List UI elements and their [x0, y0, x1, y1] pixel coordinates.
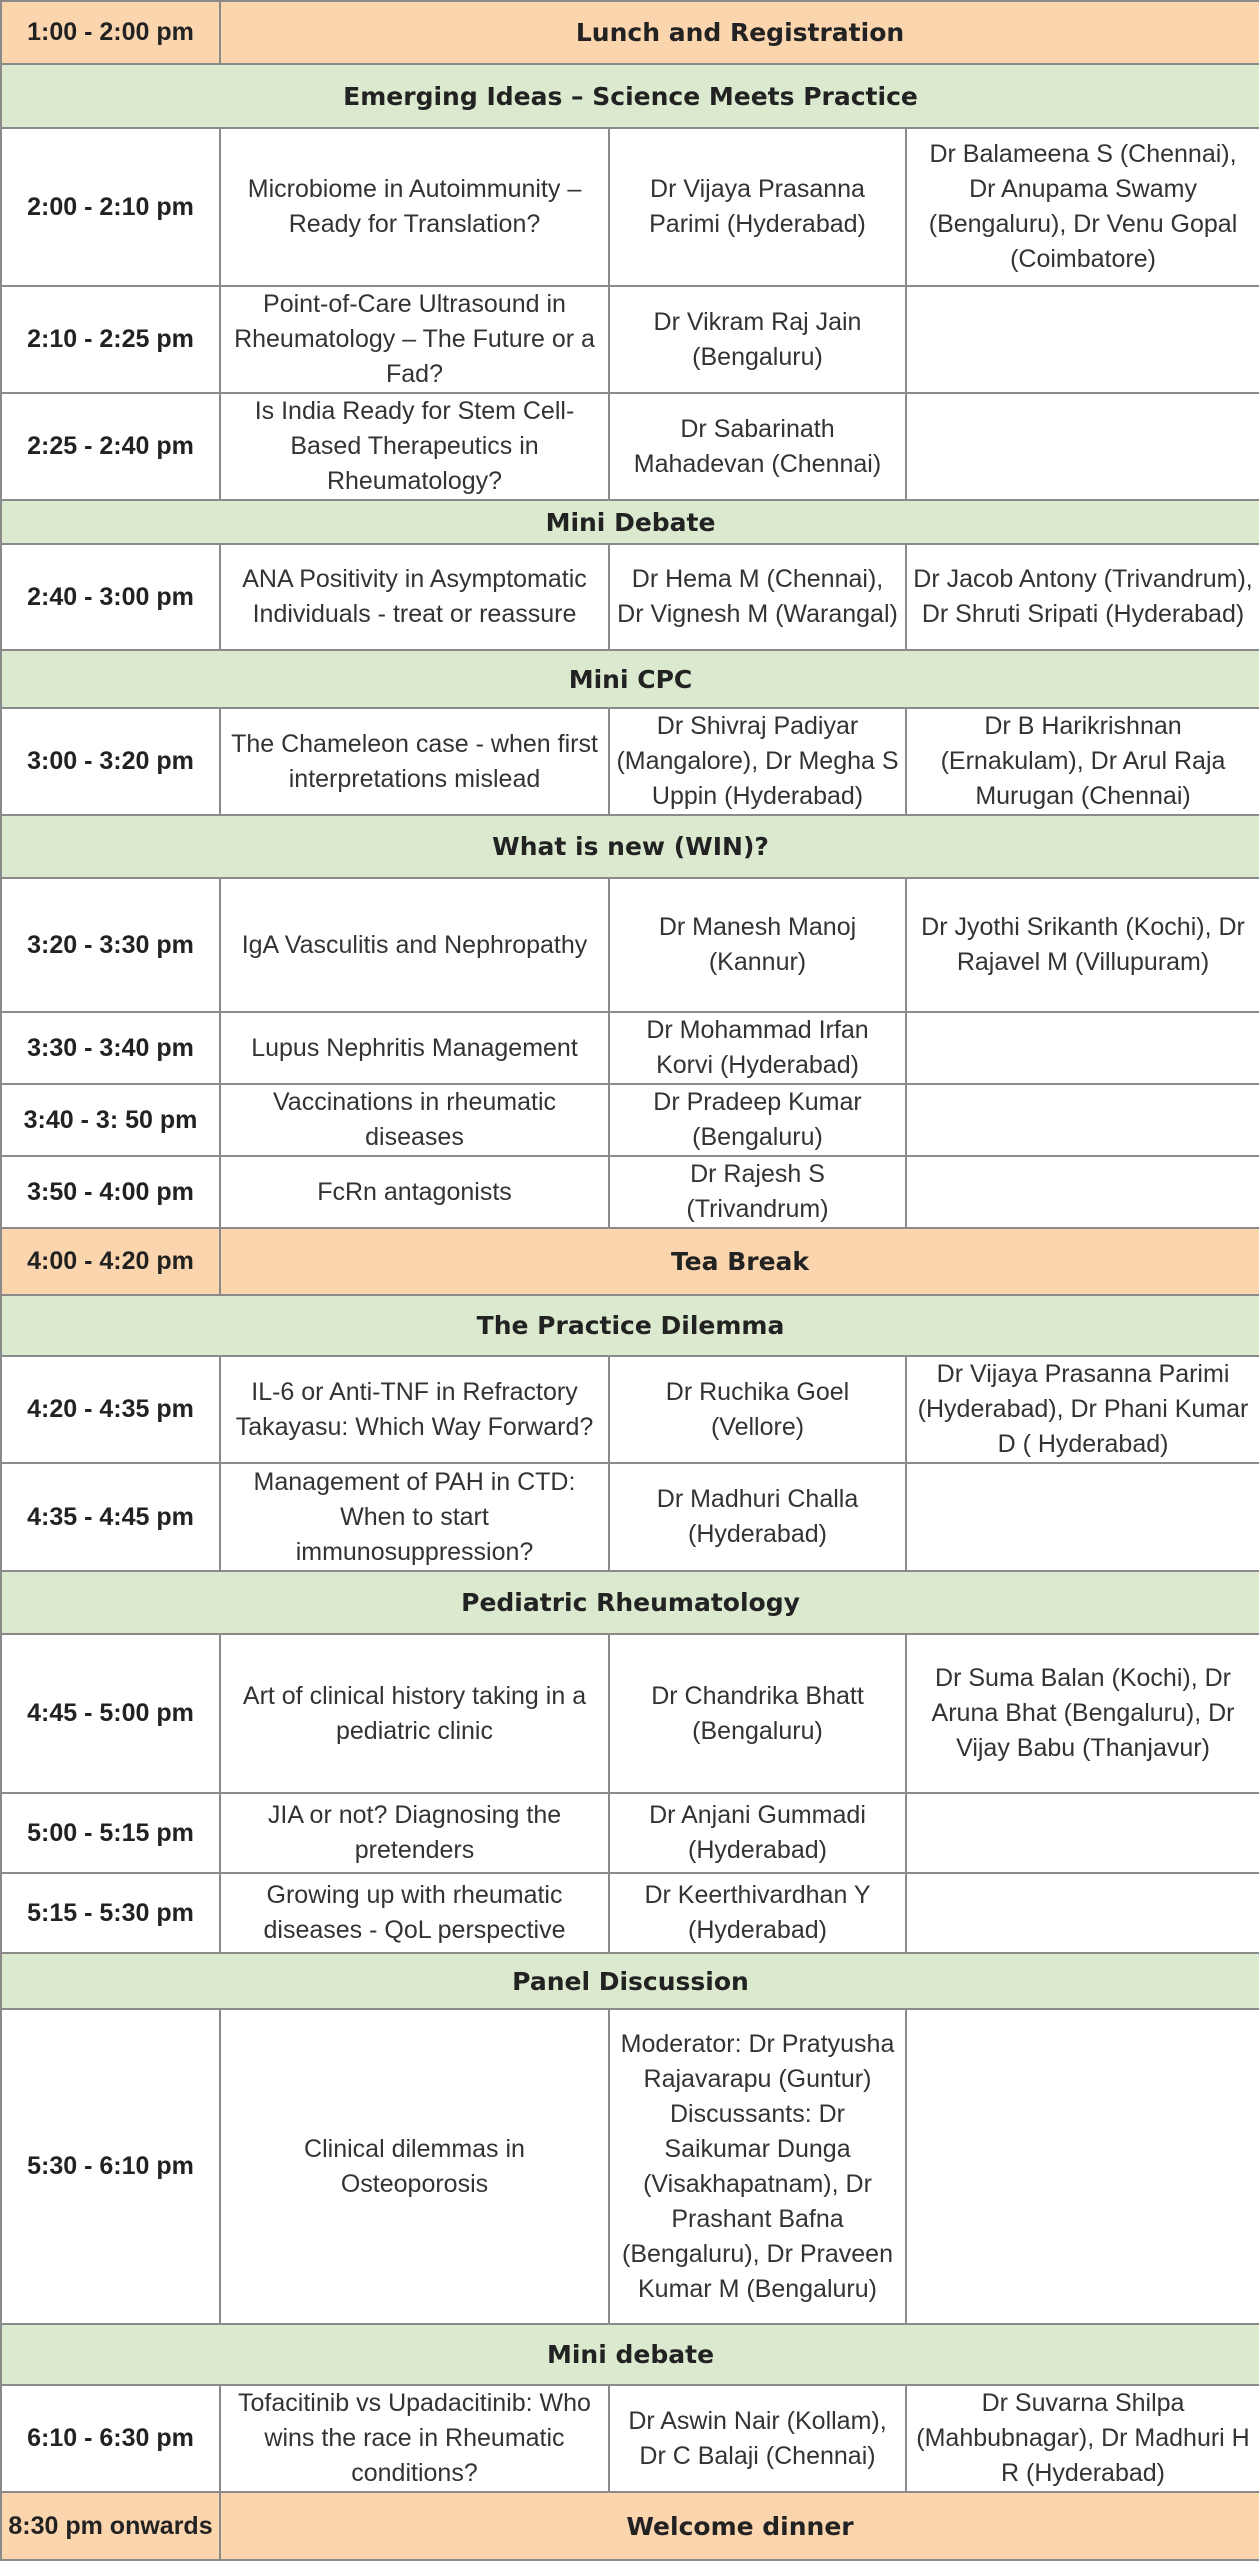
- topic-cell: IgA Vasculitis and Nephropathy: [220, 878, 609, 1012]
- chairpersons-cell: [906, 1793, 1259, 1873]
- time-cell: 3:30 - 3:40 pm: [1, 1012, 220, 1084]
- section-header-row: [1, 500, 1259, 544]
- time-cell: 5:00 - 5:15 pm: [1, 1793, 220, 1873]
- section-header-row: [1, 1295, 1259, 1356]
- speaker-cell: Dr Ruchika Goel (Vellore): [609, 1356, 906, 1463]
- time-cell: 2:25 - 2:40 pm: [1, 393, 220, 500]
- section-header-row: [1, 2324, 1259, 2385]
- time-cell: 2:10 - 2:25 pm: [1, 286, 220, 393]
- speaker-cell: Dr Vijaya Prasanna Parimi (Hyderabad): [609, 128, 906, 286]
- topic-cell: Art of clinical history taking in a pediatric clinic: [220, 1634, 609, 1793]
- break-row: [1, 2492, 1259, 2560]
- break-row: [1, 1228, 1259, 1295]
- topic-cell: Tofacitinib vs Upadacitinib: Who wins the race in Rheumatic conditions?: [220, 2385, 609, 2492]
- session-row: [1, 1873, 1259, 1953]
- break-title: Tea Break: [220, 1228, 1259, 1295]
- chairpersons-cell: [906, 286, 1259, 393]
- session-row: [1, 708, 1259, 815]
- chairpersons-cell: Dr Jacob Antony (Trivandrum), Dr Shruti Sripati (Hyderabad): [906, 544, 1259, 650]
- speaker-cell: Dr Hema M (Chennai), Dr Vignesh M (Warangal): [609, 544, 906, 650]
- time-cell: 5:15 - 5:30 pm: [1, 1873, 220, 1953]
- topic-cell: IL-6 or Anti-TNF in Refractory Takayasu: Which Way Forward?: [220, 1356, 609, 1463]
- chairpersons-cell: [906, 1156, 1259, 1228]
- section-title: What is new (WIN)?: [1, 815, 1259, 878]
- speaker-cell: Dr Chandrika Bhatt (Bengaluru): [609, 1634, 906, 1793]
- speaker-cell: Dr Vikram Raj Jain (Bengaluru): [609, 286, 906, 393]
- section-header-row: [1, 1571, 1259, 1634]
- time-cell: 2:40 - 3:00 pm: [1, 544, 220, 650]
- speaker-cell: Dr Madhuri Challa (Hyderabad): [609, 1463, 906, 1571]
- session-row: [1, 2009, 1259, 2324]
- session-row: [1, 393, 1259, 500]
- section-header-row: [1, 650, 1259, 708]
- section-title: Mini CPC: [1, 650, 1259, 708]
- chairpersons-cell: [906, 1084, 1259, 1156]
- session-row: [1, 1084, 1259, 1156]
- topic-cell: Clinical dilemmas in Osteoporosis: [220, 2009, 609, 2324]
- speaker-cell: Dr Aswin Nair (Kollam), Dr C Balaji (Chennai): [609, 2385, 906, 2492]
- speaker-cell: Dr Manesh Manoj (Kannur): [609, 878, 906, 1012]
- chairpersons-cell: [906, 1463, 1259, 1571]
- time-cell: 3:20 - 3:30 pm: [1, 878, 220, 1012]
- topic-cell: Is India Ready for Stem Cell-Based Therapeutics in Rheumatology?: [220, 393, 609, 500]
- speaker-cell: Dr Pradeep Kumar (Bengaluru): [609, 1084, 906, 1156]
- section-header-row: [1, 64, 1259, 128]
- topic-cell: The Chameleon case - when first interpretations mislead: [220, 708, 609, 815]
- time-cell: 4:20 - 4:35 pm: [1, 1356, 220, 1463]
- speaker-cell: Moderator: Dr Pratyusha Rajavarapu (Guntur) Discussants: Dr Saikumar Dunga (Visakhapatnam), Dr Prashant Bafna (Bengaluru), Dr Praveen Kumar M (Bengaluru): [609, 2009, 906, 2324]
- time-cell: 5:30 - 6:10 pm: [1, 2009, 220, 2324]
- time-cell: 4:45 - 5:00 pm: [1, 1634, 220, 1793]
- time-cell: 6:10 - 6:30 pm: [1, 2385, 220, 2492]
- speaker-cell: Dr Anjani Gummadi (Hyderabad): [609, 1793, 906, 1873]
- chairpersons-cell: Dr Balameena S (Chennai), Dr Anupama Swamy (Bengaluru), Dr Venu Gopal (Coimbatore): [906, 128, 1259, 286]
- time-cell: 4:00 - 4:20 pm: [1, 1228, 220, 1295]
- speaker-cell: Dr Mohammad Irfan Korvi (Hyderabad): [609, 1012, 906, 1084]
- chairpersons-cell: Dr Jyothi Srikanth (Kochi), Dr Rajavel M (Villupuram): [906, 878, 1259, 1012]
- break-title: Lunch and Registration: [220, 1, 1259, 64]
- section-title: Emerging Ideas – Science Meets Practice: [1, 64, 1259, 128]
- session-row: [1, 1463, 1259, 1571]
- time-cell: 3:40 - 3: 50 pm: [1, 1084, 220, 1156]
- section-title: The Practice Dilemma: [1, 1295, 1259, 1356]
- session-row: [1, 286, 1259, 393]
- time-cell: 1:00 - 2:00 pm: [1, 1, 220, 64]
- chairpersons-cell: Dr Vijaya Prasanna Parimi (Hyderabad), Dr Phani Kumar D ( Hyderabad): [906, 1356, 1259, 1463]
- session-row: [1, 544, 1259, 650]
- chairpersons-cell: [906, 1873, 1259, 1953]
- speaker-cell: Dr Keerthivardhan Y (Hyderabad): [609, 1873, 906, 1953]
- session-row: [1, 2385, 1259, 2492]
- speaker-cell: Dr Shivraj Padiyar (Mangalore), Dr Megha S Uppin (Hyderabad): [609, 708, 906, 815]
- time-cell: 4:35 - 4:45 pm: [1, 1463, 220, 1571]
- session-row: [1, 1634, 1259, 1793]
- section-title: Mini debate: [1, 2324, 1259, 2385]
- section-title: Mini Debate: [1, 500, 1259, 544]
- topic-cell: FcRn antagonists: [220, 1156, 609, 1228]
- chairpersons-cell: [906, 393, 1259, 500]
- topic-cell: ANA Positivity in Asymptomatic Individuals - treat or reassure: [220, 544, 609, 650]
- topic-cell: Lupus Nephritis Management: [220, 1012, 609, 1084]
- session-row: [1, 128, 1259, 286]
- session-row: [1, 1356, 1259, 1463]
- chairpersons-cell: Dr Suvarna Shilpa (Mahbubnagar), Dr Madhuri H R (Hyderabad): [906, 2385, 1259, 2492]
- session-row: [1, 1012, 1259, 1084]
- section-title: Pediatric Rheumatology: [1, 1571, 1259, 1634]
- time-cell: 2:00 - 2:10 pm: [1, 128, 220, 286]
- time-cell: 3:50 - 4:00 pm: [1, 1156, 220, 1228]
- speaker-cell: Dr Rajesh S (Trivandrum): [609, 1156, 906, 1228]
- time-cell: 8:30 pm onwards: [1, 2492, 220, 2560]
- section-title: Panel Discussion: [1, 1953, 1259, 2009]
- chairpersons-cell: [906, 2009, 1259, 2324]
- session-row: [1, 878, 1259, 1012]
- topic-cell: Microbiome in Autoimmunity – Ready for Translation?: [220, 128, 609, 286]
- topic-cell: Growing up with rheumatic diseases - QoL perspective: [220, 1873, 609, 1953]
- chairpersons-cell: [906, 1012, 1259, 1084]
- topic-cell: JIA or not? Diagnosing the pretenders: [220, 1793, 609, 1873]
- topic-cell: Vaccinations in rheumatic diseases: [220, 1084, 609, 1156]
- break-row: [1, 1, 1259, 64]
- break-title: Welcome dinner: [220, 2492, 1259, 2560]
- session-row: [1, 1156, 1259, 1228]
- speaker-cell: Dr Sabarinath Mahadevan (Chennai): [609, 393, 906, 500]
- session-row: [1, 1793, 1259, 1873]
- topic-cell: Point-of-Care Ultrasound in Rheumatology – The Future or a Fad?: [220, 286, 609, 393]
- topic-cell: Management of PAH in CTD: When to start immunosuppression?: [220, 1463, 609, 1571]
- section-header-row: [1, 1953, 1259, 2009]
- chairpersons-cell: Dr B Harikrishnan (Ernakulam), Dr Arul Raja Murugan (Chennai): [906, 708, 1259, 815]
- time-cell: 3:00 - 3:20 pm: [1, 708, 220, 815]
- section-header-row: [1, 815, 1259, 878]
- chairpersons-cell: Dr Suma Balan (Kochi), Dr Aruna Bhat (Bengaluru), Dr Vijay Babu (Thanjavur): [906, 1634, 1259, 1793]
